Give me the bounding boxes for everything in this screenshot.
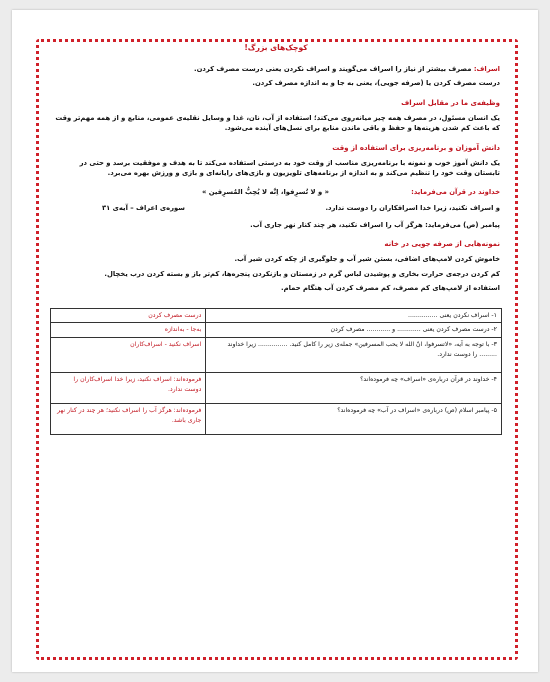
questions-table (50, 308, 502, 435)
correct-use-text: درست مصرف کردن یا (صرفه جویی)، یعنی به جا و به اندازه مصرف کردن. (252, 79, 500, 88)
student-text: یک دانش آموز خوب و نمونه با برنامه‌ریزی مناسب از وقت خود به درستی استفاده می‌کند تا به هدف و موفقیت برسد و حتی در تابستان وقت خود را تنظیم می‌کند و به اندازه از برنامه‌های تلویزیون و بازی‌های رایانه‌ای و بازی و ورزش بهره می‌برد. (79, 158, 500, 178)
answer-cell: اسراف نکنید - اسراف‌کاران (51, 337, 206, 372)
worksheet-content (52, 42, 500, 435)
examples-text-3: استفاده از لامپ‌های کم مصرف، کم مصرف کردن آب هنگام حمام. (281, 284, 500, 293)
table-row (51, 403, 502, 434)
page-title: کوچک‌های بزرگ! (244, 43, 308, 52)
table-row (51, 372, 502, 403)
examples-text-2: کم کردن درجه‌ی حرارت بخاری و پوشیدن لباس گرم در زمستان و بازنکردن پنجره‌ها، کم‌تر باز و بسته کردن درب یخچال. (104, 269, 500, 278)
israf-text: مصرف بیشتر از نیاز را اسراف می‌گویند و اسراف نکردن یعنی درست مصرف کردن. (193, 64, 472, 73)
question-cell: ۳- با توجه به آیه، «لاتسرفوا، انّ الله لا یحب المسرفین» جمله‌ی زیر را کامل کنید. ............... زیرا خداوند ......... را دوست ندارد. (206, 337, 502, 372)
duty-text: یک انسان مسئول، در مصرف همه چیز میانه‌روی می‌کند؛ استفاده از آب، نان، غذا و وسایل نقلیه‌ی عمومی، منابع و از همه مهم‌تر وقت که باعث کم شدن هزینه‌ها و حفظ و باقی ماندن منابع برای نسل‌های آینده می‌شود. (55, 113, 500, 133)
question-cell: ۱- اسراف نکردن یعنی ............... (206, 308, 502, 323)
question-cell: ۵- پیامبر اسلام (ص) درباره‌ی «اسراف در آب» چه فرموده‌اند؟ (206, 403, 502, 434)
examples-text-1: خاموش کردن لامپ‌های اضافی، بستن شیر آب و جلوگیری از چکه کردن شیر آب. (234, 255, 500, 264)
table-row (51, 308, 502, 323)
quran-verse: « و لا تُسرِفوا، اِنَّه لا یُحِبُّ المُسرِفین » (202, 187, 329, 196)
quran-line (52, 187, 500, 198)
document-page (12, 10, 538, 672)
question-cell: ۲- درست مصرف کردن یعنی ............ و ............ مصرف کردن (206, 323, 502, 338)
duty-heading: وظیفه‌ی ما در مقابل اسراف (401, 98, 500, 107)
verse-translation: و اسراف نکنید، زیرا خدا اسرافکاران را دوست ندارد. (325, 204, 500, 213)
table-row (51, 323, 502, 338)
israf-definition (52, 64, 500, 75)
answer-cell: درست مصرف کردن (51, 308, 206, 323)
quran-label: خداوند در قرآن می‌فرماید: (411, 187, 500, 196)
surah-reference: سوره‌ی اعراف – آیه‌ی ۳۱ (102, 204, 185, 213)
student-heading: دانش آموزان و برنامه‌ریزی برای استفاده از وقت (332, 143, 500, 152)
question-cell: ۴- خداوند در قرآن درباره‌ی «اسراف» چه فرموده‌اند؟ (206, 372, 502, 403)
answer-cell: به‌جا - به‌اندازه (51, 323, 206, 338)
table-row (51, 337, 502, 372)
translation-line (52, 203, 500, 214)
answer-cell: فرموده‌اند: اسراف نکنید، زیرا خدا اسراف‌کاران را دوست ندارد. (51, 372, 206, 403)
answer-cell: فرموده‌اند: هرگز آب را اسراف نکنید؛ هر چند در کنار نهر جاری باشد. (51, 403, 206, 434)
israf-term: اسراف: (473, 64, 500, 73)
prophet-saying: پیامبر (ص) می‌فرماید: هرگز آب را اسراف نکنید، هر چند کنار نهر جاری آب. (250, 220, 500, 229)
examples-heading: نمونه‌هایی از صرفه جویی در خانه (384, 240, 500, 249)
